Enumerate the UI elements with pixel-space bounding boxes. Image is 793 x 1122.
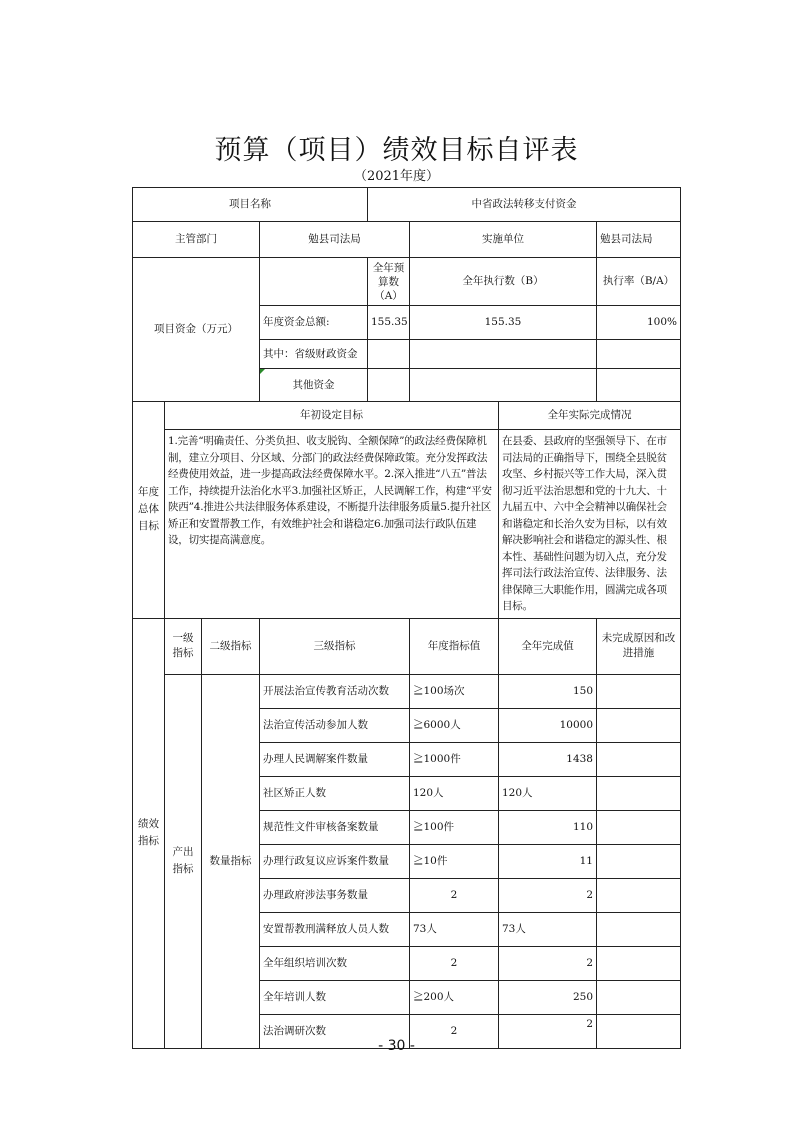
indicator-name: 全年培训人数 <box>260 980 410 1014</box>
funds-provincial-rate <box>597 340 681 369</box>
indicator-name: 安置帮教刑满释放人员人数 <box>260 912 410 946</box>
indicator-target: 2 <box>410 878 499 912</box>
initial-goal-header: 年初设定目标 <box>165 402 499 430</box>
indicator-target: 2 <box>410 1014 499 1048</box>
indicator-target: 120人 <box>410 776 499 810</box>
level2-quantity: 数量指标 <box>202 674 260 1048</box>
funds-label: 项目资金（万元） <box>133 258 260 402</box>
indicator-name: 办理政府涉法事务数量 <box>260 878 410 912</box>
indicator-done: 250 <box>499 980 597 1014</box>
project-name-label: 项目名称 <box>133 188 368 222</box>
actual-result-header: 全年实际完成情况 <box>499 402 681 430</box>
indicator-target: ≧100场次 <box>410 674 499 708</box>
indicator-reason <box>597 844 681 878</box>
performance-table <box>132 187 681 1049</box>
indicator-done: 11 <box>499 844 597 878</box>
funds-other-budget <box>368 369 410 402</box>
col-budget: 全年预算数（A） <box>368 258 410 306</box>
indicator-reason <box>597 946 681 980</box>
indicator-target: 2 <box>410 946 499 980</box>
project-name-value: 中省政法转移支付资金 <box>368 188 681 222</box>
funds-provincial-label: 其中：省级财政资金 <box>260 340 368 369</box>
page-title: 预算（项目）绩效目标自评表 <box>214 135 579 166</box>
indicator-name: 全年组织培训次数 <box>260 946 410 980</box>
indicator-name: 开展法治宣传教育活动次数 <box>260 674 410 708</box>
indicator-done: 2 <box>499 1014 597 1048</box>
indicator-reason <box>597 912 681 946</box>
indicator-reason <box>597 776 681 810</box>
indicator-done: 2 <box>499 946 597 980</box>
indicator-target: ≧10件 <box>410 844 499 878</box>
indicator-reason <box>597 980 681 1014</box>
indicator-done: 150 <box>499 674 597 708</box>
dept-label: 主管部门 <box>133 222 260 258</box>
col-done: 全年完成值 <box>499 618 597 674</box>
indicator-done: 2 <box>499 878 597 912</box>
impl-unit-value: 勉县司法局 <box>597 222 681 258</box>
funds-other-label: 其他资金 <box>260 369 368 402</box>
indicator-reason <box>597 810 681 844</box>
level1-output: 产出指标 <box>165 674 202 1048</box>
indicator-reason <box>597 708 681 742</box>
initial-goal-text: 1.完善“明确责任、分类负担、收支脱钩、全额保障”的政法经费保障机制，建立分项目、分区域、分部门的政法经费保障政策。充分发挥政法经费使用效益，进一步提高政法经费保障水平。2.深入推进“八五”普法工作，持续提升法治化水平3.加强社区矫正，人民调解工作，构建“平安陕西”4.推进公共法律服务体系建设，不断提升法律服务质量5.提升社区矫正和安置帮教工作，有效维护社会和谐稳定6.加强司法行政队伍建设，切实提高满意度。 <box>165 430 499 619</box>
indicator-name: 规范性文件审核备案数量 <box>260 810 410 844</box>
indicator-done: 120人 <box>499 776 597 810</box>
actual-result-text: 在县委、县政府的坚强领导下、在市司法局的正确指导下，围绕全县脱贫攻坚、乡村振兴等工作大局，深入贯彻习近平法治思想和党的十九大、十九届五中、六中全会精神以确保社会和谐稳定和长治久安为目标，以有效解决影响社会和谐稳定的源头性、根本性、基础性问题为切入点，充分发挥司法行政法治宣传、法律服务、法律保障三大职能作用，圆满完成各项目标。 <box>499 430 681 619</box>
funds-total-label: 年度资金总额: <box>260 306 368 340</box>
indicator-done: 73人 <box>499 912 597 946</box>
indicator-name: 办理人民调解案件数量 <box>260 742 410 776</box>
funds-other-exec <box>410 369 597 402</box>
col-level1: 一级指标 <box>165 618 202 674</box>
indicator-name: 办理行政复议应诉案件数量 <box>260 844 410 878</box>
funds-provincial-budget <box>368 340 410 369</box>
indicator-target: ≧1000件 <box>410 742 499 776</box>
col-level2: 二级指标 <box>202 618 260 674</box>
indicator-done: 1438 <box>499 742 597 776</box>
indicator-name: 法治调研次数 <box>260 1014 410 1048</box>
year-subtitle: （2021年度） <box>353 169 440 184</box>
page-number: - 30 - <box>378 1038 415 1054</box>
col-level3: 三级指标 <box>260 618 410 674</box>
indicator-done: 10000 <box>499 708 597 742</box>
indicator-name: 社区矫正人数 <box>260 776 410 810</box>
funds-total-budget: 155.35 <box>368 306 410 340</box>
goals-label: 年度总体目标 <box>133 402 165 619</box>
funds-total-rate: 100% <box>597 306 681 340</box>
funds-total-exec: 155.35 <box>410 306 597 340</box>
indicator-reason <box>597 674 681 708</box>
col-reason: 未完成原因和改进措施 <box>597 618 681 674</box>
indicator-target: ≧200人 <box>410 980 499 1014</box>
dept-value: 勉县司法局 <box>260 222 410 258</box>
col-target: 年度指标值 <box>410 618 499 674</box>
indicator-reason <box>597 878 681 912</box>
indicator-reason <box>597 742 681 776</box>
col-exec: 全年执行数（B） <box>410 258 597 306</box>
indicator-target: ≧100件 <box>410 810 499 844</box>
indicator-done: 110 <box>499 810 597 844</box>
indicator-target: ≧6000人 <box>410 708 499 742</box>
indicator-name: 法治宣传活动参加人数 <box>260 708 410 742</box>
funds-empty-cell <box>260 258 368 306</box>
funds-provincial-exec <box>410 340 597 369</box>
impl-unit-label: 实施单位 <box>410 222 597 258</box>
funds-other-rate <box>597 369 681 402</box>
indicators-label: 绩效指标 <box>133 618 165 1048</box>
indicator-target: 73人 <box>410 912 499 946</box>
col-rate: 执行率（B/A） <box>597 258 681 306</box>
